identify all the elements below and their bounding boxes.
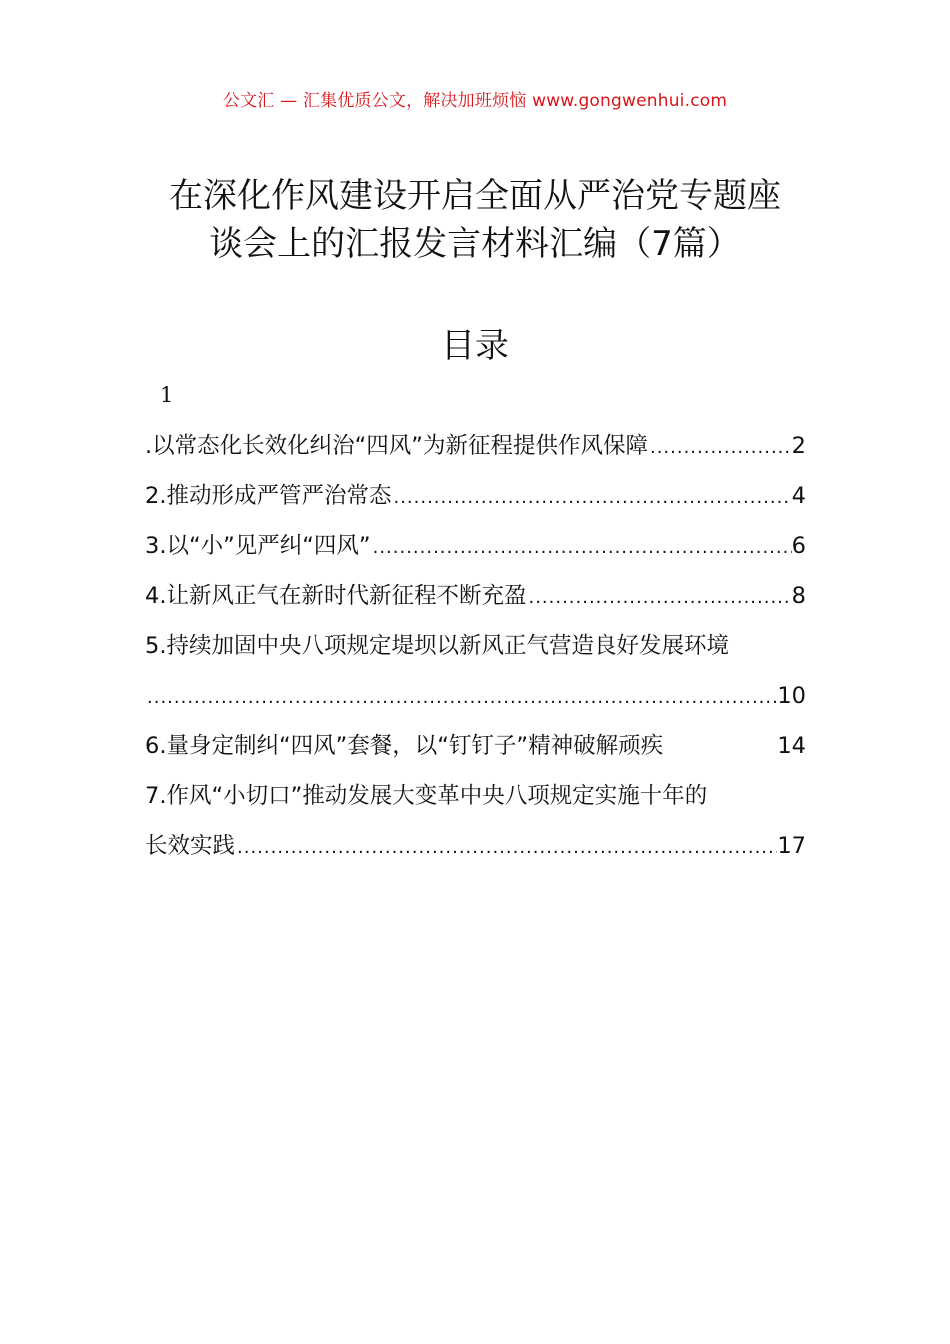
toc-item-page: 8 [791,583,806,609]
toc-leader-dots [145,673,777,721]
toc-item-7[interactable] [145,771,806,821]
toc-item-label: 5.持续加固中央八项规定堤坝以新风正气营造良好发展环境 [145,633,729,659]
toc-item-6[interactable] [145,721,806,771]
toc-item-page: 17 [777,833,806,859]
toc-leader-dots [391,473,791,521]
toc-item-label: 3.以“小”见严纠“四风” [145,533,371,559]
toc-item-7-continued[interactable] [145,821,806,871]
toc-item-page: 2 [791,433,806,459]
toc-item-page: 6 [791,533,806,559]
toc-leader-dots [526,573,791,621]
toc-heading: 目录 [441,326,509,366]
document-title-line-1: 在深化作风建设开启全面从严治党专题座 [169,176,781,216]
toc-item-5-continued[interactable] [145,671,806,721]
document-title [100,172,850,268]
toc-item-label: 4.让新风正气在新时代新征程不断充盈 [145,583,527,609]
toc-item-page: 14 [777,733,806,759]
toc-item-label: 7.作风“小切口”推动发展大变革中央八项规定实施十年的 [145,783,708,809]
toc-first-item-number: 1 [160,383,174,407]
toc-item-page: 10 [777,683,806,709]
toc-item-3[interactable] [145,521,806,571]
toc-item-label: .以常态化长效化纠治“四风”为新征程提供作风保障 [145,433,648,459]
header-banner: 公文汇 — 汇集优质公文，解决加班烦恼 www.gongwenhui.com [222,91,728,111]
toc-item-5[interactable] [145,621,806,671]
toc-item-2[interactable] [145,471,806,521]
toc-item-page: 4 [791,483,806,509]
toc-leader-dots [371,523,792,571]
table-of-contents [145,421,806,871]
toc-item-label: 长效实践 [145,833,236,859]
document-title-line-2: 谈会上的汇报发言材料汇编（7篇） [209,224,741,264]
toc-item-1[interactable] [145,421,806,471]
toc-item-label: 6.量身定制纠“四风”套餐，以“钉钉子”精神破解顽疾 [145,733,664,759]
toc-item-label: 2.推动形成严管严治常态 [145,483,392,509]
toc-item-4[interactable] [145,571,806,621]
toc-leader-dots [235,823,777,871]
toc-leader-dots [648,423,792,471]
